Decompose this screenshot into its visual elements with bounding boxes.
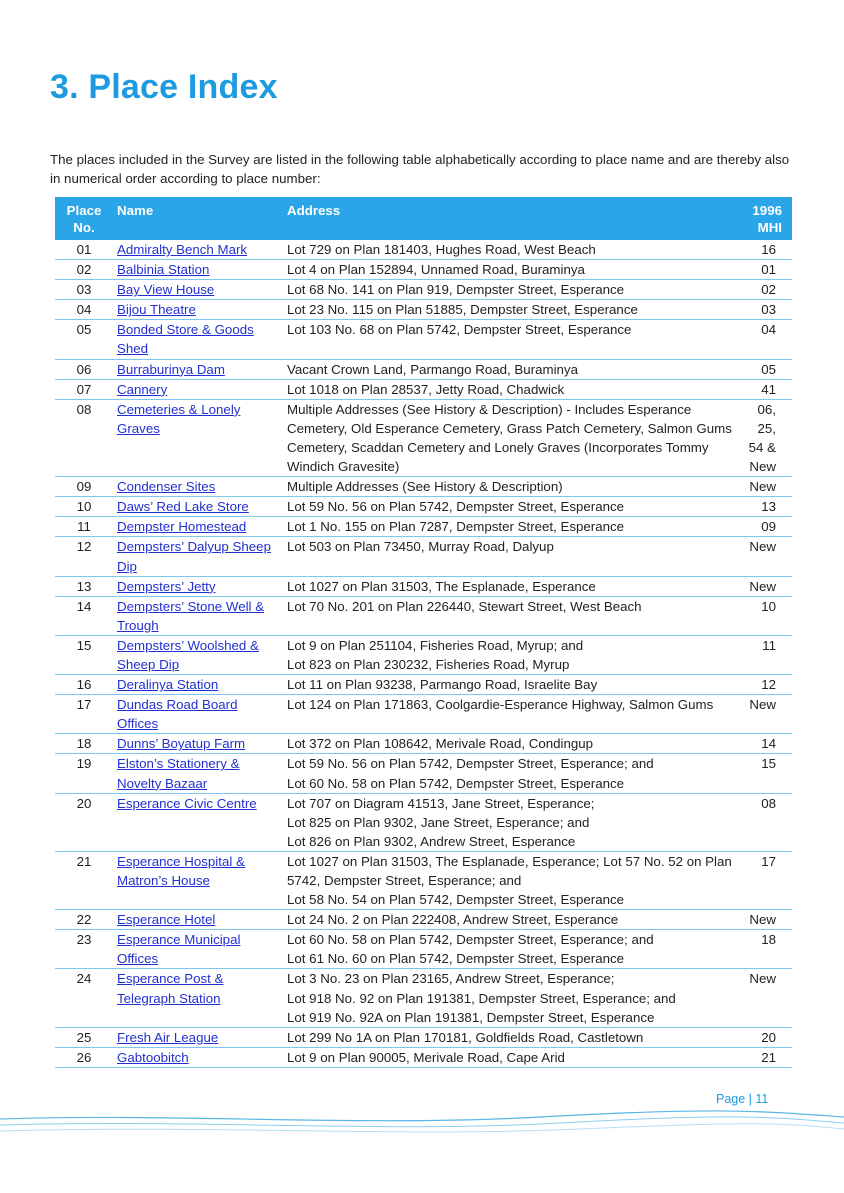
place-name-cell	[113, 576, 283, 596]
footer-wave-decoration	[0, 1105, 844, 1145]
place-address: Lot 1027 on Plan 31503, The Esplanade, Esperance; Lot 57 No. 52 on Plan 5742, Dempster Street, Esperance; and Lot 58 No. 54 on Plan 5742, Dempster Street, Esperance	[283, 851, 740, 909]
place-address: Lot 729 on Plan 181403, Hughes Road, West Beach	[283, 240, 740, 260]
place-number: 26	[55, 1047, 113, 1067]
place-name-link[interactable]: Esperance Hotel	[117, 912, 216, 928]
table-row	[55, 596, 792, 635]
place-address: Lot 299 No 1A on Plan 170181, Goldfields Road, Castletown	[283, 1027, 740, 1047]
place-name-link[interactable]: Fresh Air League	[117, 1029, 219, 1045]
table-row	[55, 359, 792, 379]
place-name-link[interactable]: Cannery	[117, 381, 168, 397]
place-address: Lot 68 No. 141 on Plan 919, Dempster Street, Esperance	[283, 280, 740, 300]
table-row	[55, 517, 792, 537]
mhi-reference: 13	[740, 497, 792, 517]
place-address: Lot 60 No. 58 on Plan 5742, Dempster Street, Esperance; and Lot 61 No. 60 on Plan 5742, Dempster Street, Esperance	[283, 930, 740, 969]
place-index-table	[55, 197, 792, 1068]
mhi-reference: 04	[740, 320, 792, 359]
place-name-cell	[113, 596, 283, 635]
table-row	[55, 1027, 792, 1047]
place-number: 02	[55, 260, 113, 280]
place-name-link[interactable]: Burraburinya Dam	[117, 361, 225, 377]
mhi-reference: 06, 25, 54 & New	[740, 399, 792, 476]
place-number: 06	[55, 359, 113, 379]
place-address: Lot 24 No. 2 on Plan 222408, Andrew Street, Esperance	[283, 910, 740, 930]
place-address: Lot 503 on Plan 73450, Murray Road, Dalyup	[283, 537, 740, 576]
place-address: Lot 3 No. 23 on Plan 23165, Andrew Street, Esperance; Lot 918 No. 92 on Plan 191381, Dempster Street, Esperance; and Lot 919 No. 92A on Plan 191381, Dempster Street, Esperance	[283, 969, 740, 1027]
place-name-cell	[113, 379, 283, 399]
place-name-cell	[113, 675, 283, 695]
table-row	[55, 280, 792, 300]
place-name-cell	[113, 280, 283, 300]
place-name-link[interactable]: Balbinia Station	[117, 262, 210, 278]
place-address: Lot 9 on Plan 251104, Fisheries Road, Myrup; and Lot 823 on Plan 230232, Fisheries Road, Myrup	[283, 635, 740, 674]
mhi-reference: 02	[740, 280, 792, 300]
place-name-link[interactable]: Dempsters’ Dalyup Sheep Dip	[117, 539, 271, 574]
place-number: 03	[55, 280, 113, 300]
place-name-cell	[113, 910, 283, 930]
table-row	[55, 576, 792, 596]
place-name-link[interactable]: Dempsters’ Woolshed & Sheep Dip	[117, 637, 259, 672]
place-name-link[interactable]: Cemeteries & Lonely Graves	[117, 401, 241, 436]
place-name-cell	[113, 517, 283, 537]
place-number: 23	[55, 930, 113, 969]
header-place-no: Place No.	[55, 197, 113, 240]
place-number: 04	[55, 300, 113, 320]
place-address: Multiple Addresses (See History & Description) - Includes Esperance Cemetery, Old Esperance Cemetery, Grass Patch Cemetery, Salmon Gums Cemetery, Scaddan Cemetery and Lonely Graves (Incorporates Tommy Windich Gravesite)	[283, 399, 740, 476]
table-header-row	[55, 197, 792, 240]
mhi-reference: 17	[740, 851, 792, 909]
place-number: 17	[55, 695, 113, 734]
place-name-cell	[113, 793, 283, 851]
place-number: 21	[55, 851, 113, 909]
table-row	[55, 1047, 792, 1067]
mhi-reference: 41	[740, 379, 792, 399]
place-number: 18	[55, 734, 113, 754]
table-row	[55, 930, 792, 969]
intro-paragraph: The places included in the Survey are listed in the following table alphabetically according to place name and are thereby also in numerical order according to place number:	[50, 152, 790, 186]
table-row	[55, 635, 792, 674]
place-number: 12	[55, 537, 113, 576]
place-number: 14	[55, 596, 113, 635]
table-row	[55, 969, 792, 1027]
place-number: 08	[55, 399, 113, 476]
place-name-cell	[113, 969, 283, 1027]
table-row	[55, 734, 792, 754]
place-number: 16	[55, 675, 113, 695]
table-row	[55, 240, 792, 260]
place-address: Lot 124 on Plan 171863, Coolgardie-Esperance Highway, Salmon Gums	[283, 695, 740, 734]
mhi-reference: 20	[740, 1027, 792, 1047]
table-row	[55, 910, 792, 930]
mhi-reference: 16	[740, 240, 792, 260]
mhi-reference: 09	[740, 517, 792, 537]
table-row	[55, 695, 792, 734]
place-name-cell	[113, 399, 283, 476]
place-name-link[interactable]: Condenser Sites	[117, 479, 216, 495]
header-mhi: 1996 MHI	[740, 197, 792, 240]
mhi-reference: 15	[740, 754, 792, 793]
mhi-reference: New	[740, 477, 792, 497]
mhi-reference: 21	[740, 1047, 792, 1067]
mhi-reference: 05	[740, 359, 792, 379]
place-name-cell	[113, 695, 283, 734]
table-row	[55, 399, 792, 476]
place-name-link[interactable]: Elston’s Stationery & Novelty Bazaar	[117, 756, 240, 791]
place-name-link[interactable]: Dempsters’ Jetty	[117, 578, 216, 594]
place-number: 25	[55, 1027, 113, 1047]
place-name-cell	[113, 320, 283, 359]
place-address: Lot 707 on Diagram 41513, Jane Street, Esperance; Lot 825 on Plan 9302, Jane Street, Esperance; and Lot 826 on Plan 9302, Andrew Street, Esperance	[283, 793, 740, 851]
place-name-cell	[113, 1047, 283, 1067]
place-address: Lot 372 on Plan 108642, Merivale Road, Condingup	[283, 734, 740, 754]
place-name-link[interactable]: Esperance Municipal Offices	[117, 932, 241, 967]
mhi-reference: 03	[740, 300, 792, 320]
place-name-cell	[113, 1027, 283, 1047]
place-name-cell	[113, 260, 283, 280]
table-row	[55, 477, 792, 497]
mhi-reference: New	[740, 576, 792, 596]
place-name-link[interactable]: Dempster Homestead	[117, 519, 247, 535]
table-row	[55, 260, 792, 280]
place-number: 24	[55, 969, 113, 1027]
place-name-link[interactable]: Bay View House	[117, 282, 215, 298]
place-number: 10	[55, 497, 113, 517]
place-name-cell	[113, 477, 283, 497]
table-row	[55, 754, 792, 793]
mhi-reference: 18	[740, 930, 792, 969]
mhi-reference: 14	[740, 734, 792, 754]
place-name-link[interactable]: Esperance Civic Centre	[117, 795, 257, 811]
mhi-reference: 08	[740, 793, 792, 851]
place-address: Lot 59 No. 56 on Plan 5742, Dempster Street, Esperance	[283, 497, 740, 517]
place-number: 22	[55, 910, 113, 930]
mhi-reference: 12	[740, 675, 792, 695]
place-name-cell	[113, 851, 283, 909]
place-number: 20	[55, 793, 113, 851]
table-row	[55, 675, 792, 695]
place-number: 07	[55, 379, 113, 399]
table-row	[55, 320, 792, 359]
place-name-cell	[113, 240, 283, 260]
place-number: 19	[55, 754, 113, 793]
header-address: Address	[283, 197, 740, 240]
header-name: Name	[113, 197, 283, 240]
place-name-link[interactable]: Gabtoobitch	[117, 1049, 189, 1065]
mhi-reference: New	[740, 969, 792, 1027]
place-name-link[interactable]: Admiralty Bench Mark	[117, 242, 248, 257]
place-name-cell	[113, 754, 283, 793]
mhi-reference: 01	[740, 260, 792, 280]
place-number: 15	[55, 635, 113, 674]
place-address: Lot 70 No. 201 on Plan 226440, Stewart Street, West Beach	[283, 596, 740, 635]
place-name-link[interactable]: Esperance Hospital & Matron’s House	[117, 853, 245, 888]
mhi-reference: New	[740, 695, 792, 734]
place-name-cell	[113, 930, 283, 969]
place-name-cell	[113, 497, 283, 517]
place-number: 05	[55, 320, 113, 359]
place-number: 11	[55, 517, 113, 537]
mhi-reference: New	[740, 910, 792, 930]
place-name-cell	[113, 300, 283, 320]
page-number: Page | 11	[716, 1092, 769, 1106]
place-address: Lot 23 No. 115 on Plan 51885, Dempster Street, Esperance	[283, 300, 740, 320]
place-name-cell	[113, 734, 283, 754]
place-number: 09	[55, 477, 113, 497]
place-address: Lot 1018 on Plan 28537, Jetty Road, Chadwick	[283, 379, 740, 399]
place-name-link[interactable]: Bijou Theatre	[117, 302, 196, 318]
table-row	[55, 851, 792, 909]
place-name-link[interactable]: Esperance Post & Telegraph Station	[117, 971, 224, 1006]
place-name-link[interactable]: Bonded Store & Goods Shed	[117, 322, 254, 357]
table-row	[55, 300, 792, 320]
place-address: Lot 59 No. 56 on Plan 5742, Dempster Street, Esperance; and Lot 60 No. 58 on Plan 5742, Dempster Street, Esperance	[283, 754, 740, 793]
place-name-cell	[113, 635, 283, 674]
place-address: Lot 103 No. 68 on Plan 5742, Dempster Street, Esperance	[283, 320, 740, 359]
place-address: Vacant Crown Land, Parmango Road, Buraminya	[283, 359, 740, 379]
table-body	[55, 240, 792, 1068]
table-row	[55, 497, 792, 517]
place-address: Lot 11 on Plan 93238, Parmango Road, Israelite Bay	[283, 675, 740, 695]
place-name-link[interactable]: Dempsters’ Stone Well & Trough	[117, 598, 265, 633]
table-row	[55, 379, 792, 399]
place-name-cell	[113, 537, 283, 576]
place-address: Lot 4 on Plan 152894, Unnamed Road, Buraminya	[283, 260, 740, 280]
place-number: 01	[55, 240, 113, 260]
place-name-cell	[113, 359, 283, 379]
place-address: Multiple Addresses (See History & Description)	[283, 477, 740, 497]
mhi-reference: 11	[740, 635, 792, 674]
page-title: 3. Place Index	[50, 68, 278, 106]
place-name-link[interactable]: Deralinya Station	[117, 677, 219, 693]
mhi-reference: 10	[740, 596, 792, 635]
table-row	[55, 537, 792, 576]
table-row	[55, 793, 792, 851]
place-name-link[interactable]: Dundas Road Board Offices	[117, 697, 238, 732]
place-address: Lot 1 No. 155 on Plan 7287, Dempster Street, Esperance	[283, 517, 740, 537]
place-number: 13	[55, 576, 113, 596]
place-address: Lot 9 on Plan 90005, Merivale Road, Cape Arid	[283, 1047, 740, 1067]
place-address: Lot 1027 on Plan 31503, The Esplanade, Esperance	[283, 576, 740, 596]
mhi-reference: New	[740, 537, 792, 576]
place-name-link[interactable]: Dunns’ Boyatup Farm	[117, 736, 246, 752]
place-name-link[interactable]: Daws’ Red Lake Store	[117, 499, 249, 515]
